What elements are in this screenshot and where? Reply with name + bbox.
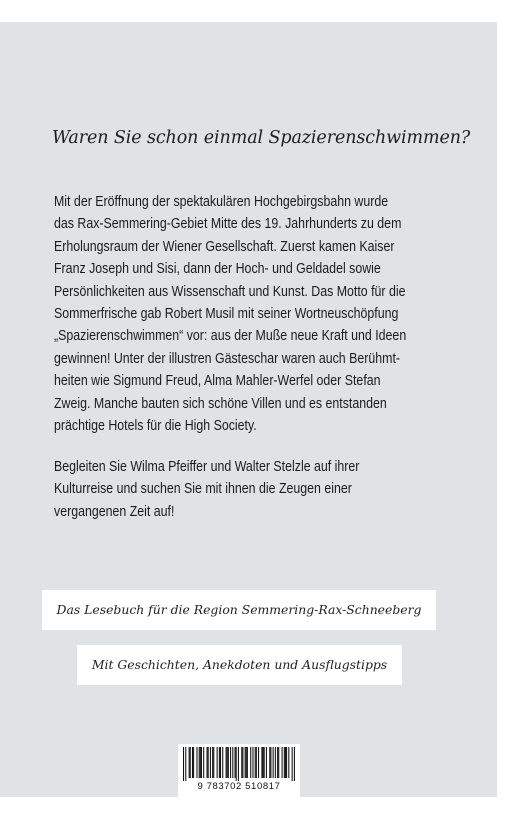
barcode-bar xyxy=(201,747,202,778)
barcode-bar xyxy=(256,747,257,778)
barcode-bar xyxy=(199,747,200,778)
paragraph-line: Erholungsraum der Wiener Gesellschaft. Zuerst kamen Kaiser xyxy=(54,238,395,255)
barcode-bar xyxy=(192,747,193,778)
barcode-bar xyxy=(213,747,214,778)
headline: Waren Sie schon einmal Spazierenschwimmen? xyxy=(52,128,471,148)
paragraph-line: Franz Joseph und Sisi, dann der Hoch- und Geldadel sowie xyxy=(54,261,381,278)
barcode-bar xyxy=(203,747,204,778)
barcode-bar xyxy=(210,747,211,778)
barcode-bar xyxy=(200,747,201,778)
barcode-bar xyxy=(261,747,262,778)
barcode-bar xyxy=(252,747,253,778)
barcode-bar xyxy=(222,747,223,778)
barcode-bar xyxy=(245,747,246,778)
barcode-bar xyxy=(189,747,190,778)
barcode-bar xyxy=(207,747,208,778)
paragraph-line: „Spazierenschwimmen“ vor: aus der Muße neue Kraft und Ideen xyxy=(54,328,407,345)
barcode-bar xyxy=(294,747,295,781)
barcode-bar xyxy=(266,747,267,778)
barcode-bar xyxy=(288,747,289,778)
barcode-bar xyxy=(183,747,184,781)
barcode-bar xyxy=(284,747,285,778)
tagline-label-1: Das Lesebuch für die Region Semmering-Rax-Schneeberg xyxy=(42,590,436,630)
paragraph-line: Mit der Eröffnung der spektakulären Hochgebirgsbahn wurde xyxy=(54,194,389,210)
paragraph-line: Sommerfrische gab Robert Musil mit seiner Wortneuschöpfung xyxy=(54,306,399,323)
barcode-bar xyxy=(269,747,270,778)
paragraph-line: Kulturreise und suchen Sie mit ihnen die Zeugen einer xyxy=(54,481,352,498)
barcode-bar xyxy=(241,747,242,778)
barcode-bar xyxy=(212,747,213,778)
barcode-bar xyxy=(273,747,274,778)
barcode-bar xyxy=(286,747,287,778)
paragraph-line: prächtige Hotels für die High Society. xyxy=(54,418,257,435)
barcode-bar xyxy=(242,747,243,778)
barcode-bar xyxy=(282,747,283,778)
barcode-bar xyxy=(250,747,251,778)
barcode-bar xyxy=(285,747,286,778)
barcode-bar xyxy=(228,747,229,778)
barcode-bar xyxy=(220,747,221,778)
description-paragraph-2 xyxy=(54,456,415,523)
barcode-bar xyxy=(247,747,248,778)
barcode-bars xyxy=(183,747,295,781)
paragraph-line: heiten wie Sigmund Freud, Alma Mahler-Werfel oder Stefan xyxy=(54,373,381,390)
barcode-bar xyxy=(275,747,276,778)
barcode-bar xyxy=(277,747,278,778)
description-paragraph-1 xyxy=(54,191,415,437)
barcode-bar xyxy=(292,747,293,781)
barcode-bar xyxy=(208,747,209,778)
tagline-label-2: Mit Geschichten, Anekdoten und Ausflugstipps xyxy=(77,645,402,685)
barcode-bar xyxy=(263,747,264,778)
paragraph-line: vergangenen Zeit auf! xyxy=(54,503,175,520)
barcode-bar xyxy=(278,747,279,778)
barcode-bar xyxy=(219,747,220,778)
paragraph-line: Begleiten Sie Wilma Pfeiffer und Walter Stelzle auf ihrer xyxy=(54,459,360,475)
barcode-bar xyxy=(258,747,259,778)
barcode-bar xyxy=(190,747,191,778)
barcode-bar xyxy=(235,747,236,778)
barcode-bar xyxy=(193,747,194,778)
paragraph-line: das Rax-Semmering-Gebiet Mitte des 19. Jahrhunderts zu dem xyxy=(54,216,402,233)
barcode-bar xyxy=(238,747,239,781)
barcode-bar xyxy=(270,747,271,778)
isbn-digits: 9 783702 510817 xyxy=(197,781,281,792)
isbn-barcode xyxy=(178,744,300,797)
barcode-bar xyxy=(185,747,186,781)
barcode-bar xyxy=(196,747,197,778)
paragraph-line: Persönlichkeiten aus Wissenschaft und Kunst. Das Motto für die xyxy=(54,283,406,300)
barcode-bar xyxy=(236,747,237,781)
barcode-bar xyxy=(264,747,265,778)
barcode-bar xyxy=(227,747,228,778)
barcode-bar xyxy=(226,747,227,778)
barcode-bar xyxy=(230,747,231,778)
barcode-bar xyxy=(255,747,256,778)
barcode-bar xyxy=(217,747,218,778)
paragraph-line: gewinnen! Unter der illustren Gästeschar waren auch Berühmt- xyxy=(54,350,401,367)
paragraph-line: Zweig. Manche bauten sich schöne Villen und es entstanden xyxy=(54,395,387,412)
barcode-bar xyxy=(232,747,233,778)
barcode-bar xyxy=(246,747,247,778)
